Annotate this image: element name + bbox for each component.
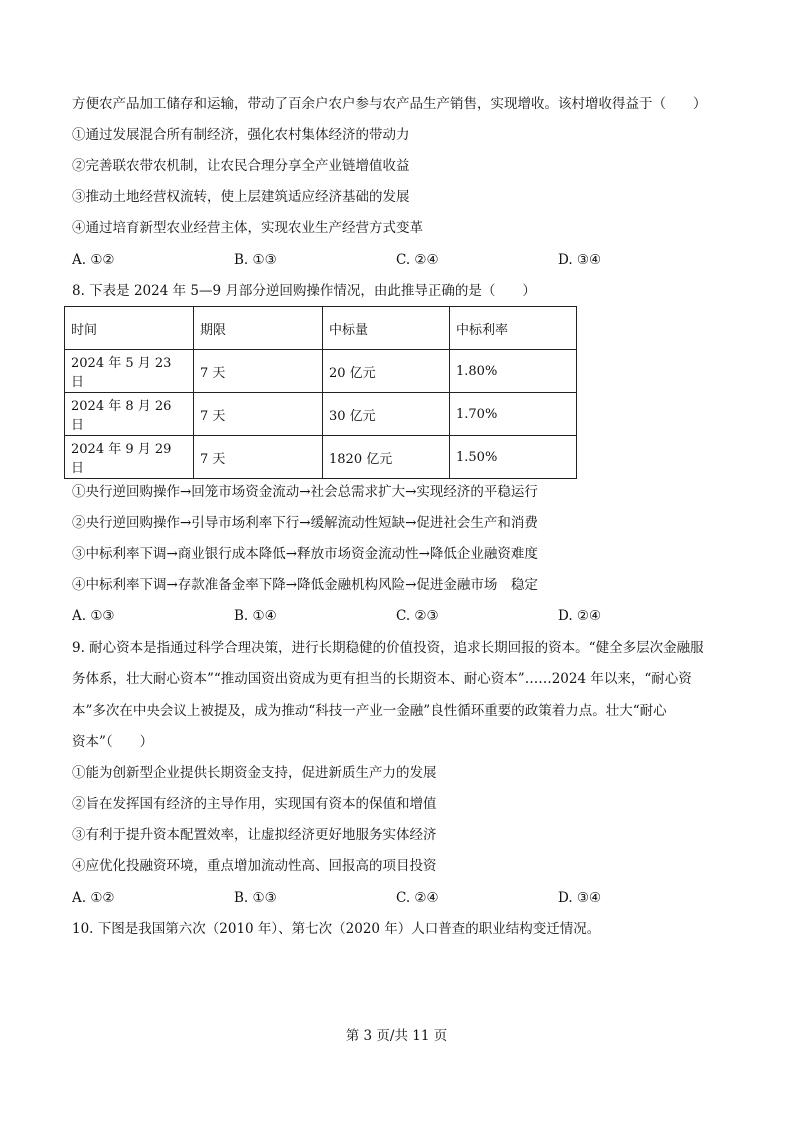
q8-option-a: A. ①③: [72, 608, 115, 624]
q8-option-d: D. ②④: [558, 608, 602, 624]
q9-item-3: ③有利于提升资本配置效率，让虚拟经济更好地服务实体经济: [72, 827, 437, 843]
table-header: 中标利率: [450, 307, 577, 350]
q9-stem-line-4: 资本”（ ）: [72, 734, 154, 750]
q8-item-1: ①央行逆回购操作→回笼市场资金流动→社会总需求扩大→实现经济的平稳运行: [72, 484, 538, 500]
q9-item-1: ①能为创新型企业提供长期资金支持，促进新质生产力的发展: [72, 765, 437, 781]
q9-stem-line-2: 务体系，壮大耐心资本”“推动国资出资成为更有担当的长期资本、耐心资本”……2024 年以来，“耐心资: [72, 671, 692, 687]
q9-item-2: ②旨在发挥国有经济的主导作用，实现国有资本的保值和增值: [72, 796, 437, 812]
q8-item-4: ④中标利率下调→存款准备金率下降→降低金融机构风险→促进金融市场 稳定: [72, 577, 538, 593]
table-header: 期限: [194, 307, 323, 350]
q8-item-2: ②央行逆回购操作→引导市场利率下行→缓解流动性短缺→促进社会生产和消费: [72, 515, 538, 531]
table-header-row: [65, 307, 577, 350]
table-cell: 1.70%: [450, 393, 577, 436]
q7-item-2: ②完善联农带农机制，让农民合理分享全产业链增值收益: [72, 158, 410, 174]
q7-option-d: D. ③④: [558, 252, 602, 268]
table-header: 时间: [65, 307, 194, 350]
table-row: [65, 393, 577, 436]
q9-item-4: ④应优化投融资环境，重点增加流动性高、回报高的项目投资: [72, 858, 437, 874]
table-cell: 1.50%: [450, 436, 577, 479]
q9-stem-line-3: 本”多次在中央会议上被提及，成为推动“科技一产业一金融”良性循环重要的政策着力点。壮大“耐心: [72, 703, 667, 719]
q9-option-b: B. ①③: [234, 890, 277, 906]
repo-table: [64, 306, 577, 479]
table-cell: 7 天: [194, 436, 323, 479]
table-cell: 1820 亿元: [323, 436, 450, 479]
q9-option-c: C. ②④: [396, 890, 439, 906]
table-cell: 2024 年 8 月 26 日: [65, 393, 194, 436]
table-row: [65, 350, 577, 393]
q8-option-c: C. ②③: [396, 608, 439, 624]
q7-options: [72, 251, 732, 269]
q8-options: [72, 607, 732, 625]
table-cell: 1.80%: [450, 350, 577, 393]
q9-option-d: D. ③④: [558, 890, 602, 906]
table-cell: 30 亿元: [323, 393, 450, 436]
q10-stem: 10. 下图是我国第六次（2010 年）、第七次（2020 年）人口普查的职业结构变迁情况。: [72, 921, 601, 937]
table-cell: 7 天: [194, 350, 323, 393]
q7-option-a: A. ①②: [72, 252, 115, 268]
q8-item-3: ③中标利率下调→商业银行成本降低→释放市场资金流动性→降低企业融资难度: [72, 546, 538, 562]
table-header: 中标量: [323, 307, 450, 350]
table-cell: 2024 年 9 月 29 日: [65, 436, 194, 479]
page-number: 第 3 页/共 11 页: [345, 1028, 448, 1044]
q7-item-3: ③推动土地经营权流转，使上层建筑适应经济基础的发展: [72, 189, 410, 205]
q9-option-a: A. ①②: [72, 890, 115, 906]
q7-option-c: C. ②④: [396, 252, 439, 268]
q7-stem: 方便农产品加工储存和运输，带动了百余户农户参与农产品生产销售，实现增收。该村增收得益于（ ）: [72, 96, 707, 112]
q9-options: [72, 889, 732, 907]
q7-item-4: ④通过培育新型农业经营主体，实现农业生产经营方式变革: [72, 220, 423, 236]
table-row: [65, 436, 577, 479]
table-cell: 2024 年 5 月 23 日: [65, 350, 194, 393]
q9-stem-line-1: 9. 耐心资本是指通过科学合理决策，进行长期稳健的价值投资，追求长期回报的资本。“健全多层次金融服: [72, 640, 704, 656]
table-cell: 20 亿元: [323, 350, 450, 393]
q8-option-b: B. ①④: [234, 608, 277, 624]
q7-option-b: B. ①③: [234, 252, 277, 268]
q7-item-1: ①通过发展混合所有制经济，强化农村集体经济的带动力: [72, 127, 410, 143]
table-cell: 7 天: [194, 393, 323, 436]
q8-stem: 8. 下表是 2024 年 5—9 月部分逆回购操作情况，由此推导正确的是（ ）: [72, 283, 536, 299]
